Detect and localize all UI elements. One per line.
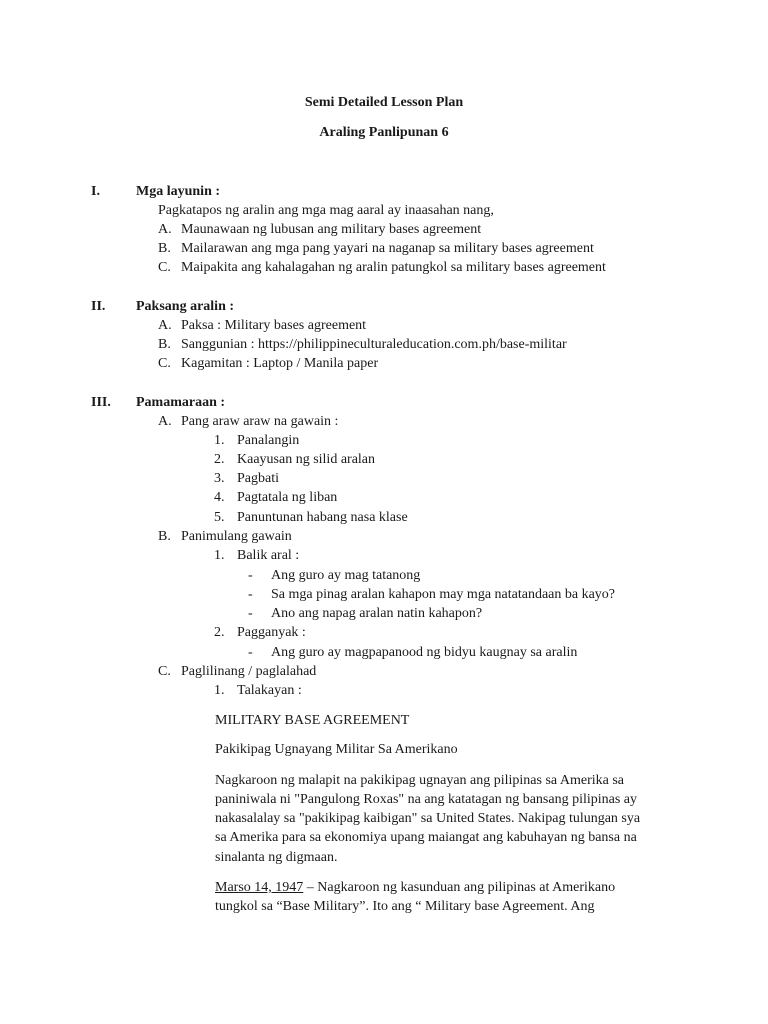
list-letter: A. <box>158 318 172 333</box>
section-3-heading: Pamamaraan : <box>136 395 226 410</box>
list-letter: A. <box>158 414 172 429</box>
list-item: Kagamitan : Laptop / Manila paper <box>181 356 379 371</box>
list-letter: C. <box>158 356 171 371</box>
paragraph-line: tungkol sa “Base Military”. Ito ang “ Military base Agreement. Ang <box>215 899 595 914</box>
list-number: 1. <box>214 683 225 698</box>
paragraph-line: nakasalalay sa "pakikipag kaibigan" sa United States. Nakipag tulungan sya <box>215 811 641 826</box>
list-number: 4. <box>214 490 225 505</box>
bullet-item: Ang guro ay magpapanood ng bidyu kaugnay sa aralin <box>271 645 578 660</box>
section-1-heading: Mga layunin : <box>136 184 221 199</box>
list-item: Panalangin <box>237 433 300 448</box>
discussion-heading: MILITARY BASE AGREEMENT <box>215 713 410 728</box>
list-item: Talakayan : <box>237 683 302 698</box>
list-number: 5. <box>214 510 225 525</box>
section-1-intro: Pagkatapos ng aralin ang mga mag aaral ay inaasahan nang, <box>158 203 494 218</box>
list-number: 1. <box>214 548 225 563</box>
list-letter: C. <box>158 664 171 679</box>
list-item: Maunawaan ng lubusan ang military bases agreement <box>181 222 482 237</box>
section-2-heading: Paksang aralin : <box>136 299 235 314</box>
discussion-subheading: Pakikipag Ugnayang Militar Sa Amerikano <box>215 742 458 757</box>
list-item: Balik aral : <box>237 548 300 563</box>
document-subject: Araling Panlipunan 6 <box>319 125 449 140</box>
list-number: 2. <box>214 452 225 467</box>
list-item: Pagganyak : <box>237 625 306 640</box>
list-number: 3. <box>214 471 225 486</box>
list-item: Pagbati <box>237 471 279 486</box>
date-rest: – Nagkaroon ng kasunduan ang pilipinas at Amerikano <box>303 880 616 895</box>
date-underlined: Marso 14, 1947 <box>215 880 304 895</box>
paragraph-line <box>215 880 615 896</box>
list-letter: B. <box>158 337 171 352</box>
bullet-dash: - <box>248 568 253 583</box>
bullet-dash: - <box>248 587 253 602</box>
list-item: Maipakita ang kahalagahan ng aralin patungkol sa military bases agreement <box>181 260 606 275</box>
bullet-item: Ano ang napag aralan natin kahapon? <box>271 606 483 621</box>
list-item: Panimulang gawain <box>181 529 292 544</box>
list-item: Kaayusan ng silid aralan <box>237 452 376 467</box>
bullet-item: Sa mga pinag aralan kahapon may mga natatandaan ba kayo? <box>271 587 616 602</box>
bullet-dash: - <box>248 606 253 621</box>
document-title: Semi Detailed Lesson Plan <box>304 95 464 110</box>
paragraph-line: sinalanta ng digmaan. <box>215 850 338 865</box>
list-item: Pagtatala ng liban <box>237 490 338 505</box>
list-item: Paksa : Military bases agreement <box>181 318 367 333</box>
paragraph-line: sa Amerika para sa ekonomiya upang maiangat ang kabuhayan ng bansa na <box>215 830 637 845</box>
list-item: Panuntunan habang nasa klase <box>237 510 408 525</box>
section-3-number: III. <box>91 395 111 410</box>
paragraph-line: paniniwala ni "Pangulong Roxas" na ang katatagan ng bansang pilipinas ay <box>215 792 638 807</box>
list-item: Paglilinang / paglalahad <box>181 664 317 679</box>
bullet-dash: - <box>248 645 253 660</box>
paragraph-line: Nagkaroon ng malapit na pakikipag ugnayan ang pilipinas sa Amerika sa <box>215 773 625 788</box>
list-letter: A. <box>158 222 172 237</box>
list-number: 2. <box>214 625 225 640</box>
list-letter: B. <box>158 529 171 544</box>
list-letter: B. <box>158 241 171 256</box>
list-item: Pang araw araw na gawain : <box>181 414 339 429</box>
list-item-reference: Sanggunian : https://philippineculturaleducation.com.ph/base-militar <box>181 337 567 352</box>
bullet-item: Ang guro ay mag tatanong <box>271 568 421 583</box>
section-1-number: I. <box>91 184 100 199</box>
list-number: 1. <box>214 433 225 448</box>
list-letter: C. <box>158 260 171 275</box>
section-2-number: II. <box>91 299 106 314</box>
list-item: Mailarawan ang mga pang yayari na naganap sa military bases agreement <box>181 241 594 256</box>
